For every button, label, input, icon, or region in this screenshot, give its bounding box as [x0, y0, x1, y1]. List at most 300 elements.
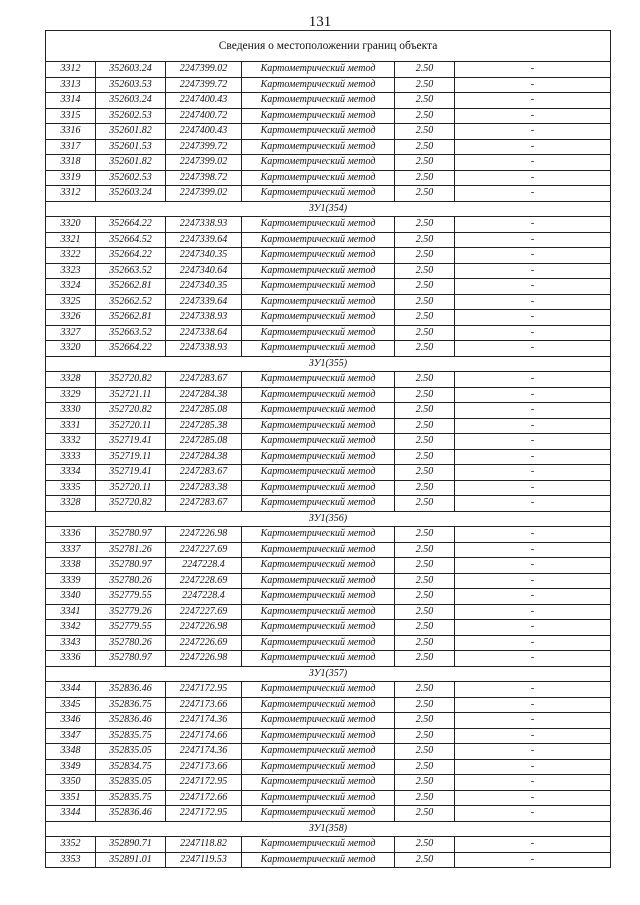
point-number-cell: 3338 [46, 558, 96, 574]
y-coordinate-cell: 2247226.69 [166, 635, 242, 651]
y-coordinate-cell: 2247340.35 [166, 279, 242, 295]
x-coordinate-cell: 352719.41 [96, 465, 166, 481]
description-cell: - [455, 310, 611, 326]
table-title: Сведения о местоположении границ объекта [46, 31, 611, 62]
x-coordinate-cell: 352664.22 [96, 217, 166, 233]
description-cell: - [455, 294, 611, 310]
accuracy-cell: 2.50 [395, 635, 455, 651]
accuracy-cell: 2.50 [395, 310, 455, 326]
x-coordinate-cell: 352835.05 [96, 744, 166, 760]
x-coordinate-cell: 352836.75 [96, 697, 166, 713]
point-number-cell: 3335 [46, 480, 96, 496]
point-number-cell: 3328 [46, 496, 96, 512]
description-cell: - [455, 387, 611, 403]
method-cell: Картометрический метод [242, 620, 395, 636]
point-number-cell: 3336 [46, 651, 96, 667]
point-number-cell: 3313 [46, 77, 96, 93]
table-row [46, 620, 611, 636]
point-number-cell: 3319 [46, 170, 96, 186]
method-cell: Картометрический метод [242, 232, 395, 248]
point-number-cell: 3321 [46, 232, 96, 248]
method-cell: Картометрический метод [242, 573, 395, 589]
x-coordinate-cell: 352835.75 [96, 790, 166, 806]
table-row [46, 77, 611, 93]
y-coordinate-cell: 2247228.4 [166, 589, 242, 605]
page-number: 131 [308, 14, 332, 30]
point-number-cell: 3322 [46, 248, 96, 264]
y-coordinate-cell: 2247172.95 [166, 775, 242, 791]
method-cell: Картометрический метод [242, 62, 395, 78]
y-coordinate-cell: 2247338.93 [166, 217, 242, 233]
table-row [46, 294, 611, 310]
y-coordinate-cell: 2247174.36 [166, 744, 242, 760]
method-cell: Картометрический метод [242, 248, 395, 264]
x-coordinate-cell: 352602.53 [96, 170, 166, 186]
x-coordinate-cell: 352891.01 [96, 852, 166, 868]
method-cell: Картометрический метод [242, 387, 395, 403]
accuracy-cell: 2.50 [395, 248, 455, 264]
point-number-cell: 3351 [46, 790, 96, 806]
y-coordinate-cell: 2247284.38 [166, 449, 242, 465]
table-row [46, 108, 611, 124]
description-cell: - [455, 496, 611, 512]
description-cell: - [455, 93, 611, 109]
point-number-cell: 3334 [46, 465, 96, 481]
description-cell: - [455, 682, 611, 698]
description-cell: - [455, 372, 611, 388]
table-row [46, 310, 611, 326]
table-row [46, 465, 611, 481]
method-cell: Картометрический метод [242, 155, 395, 171]
point-number-cell: 3341 [46, 604, 96, 620]
description-cell: - [455, 77, 611, 93]
accuracy-cell: 2.50 [395, 744, 455, 760]
description-cell: - [455, 620, 611, 636]
accuracy-cell: 2.50 [395, 837, 455, 853]
description-cell: - [455, 837, 611, 853]
y-coordinate-cell: 2247173.66 [166, 697, 242, 713]
point-number-cell: 3352 [46, 837, 96, 853]
method-cell: Картометрический метод [242, 775, 395, 791]
y-coordinate-cell: 2247398.72 [166, 170, 242, 186]
method-cell: Картометрический метод [242, 372, 395, 388]
description-cell: - [455, 806, 611, 822]
accuracy-cell: 2.50 [395, 527, 455, 543]
x-coordinate-cell: 352603.24 [96, 62, 166, 78]
method-cell: Картометрический метод [242, 728, 395, 744]
description-cell: - [455, 232, 611, 248]
table-row [46, 248, 611, 264]
point-number-cell: 3312 [46, 62, 96, 78]
y-coordinate-cell: 2247340.64 [166, 263, 242, 279]
accuracy-cell: 2.50 [395, 93, 455, 109]
x-coordinate-cell: 352603.24 [96, 93, 166, 109]
description-cell: - [455, 62, 611, 78]
table-row [46, 232, 611, 248]
point-number-cell: 3353 [46, 852, 96, 868]
accuracy-cell: 2.50 [395, 759, 455, 775]
point-number-cell: 3330 [46, 403, 96, 419]
point-number-cell: 3350 [46, 775, 96, 791]
description-cell: - [455, 480, 611, 496]
x-coordinate-cell: 352890.71 [96, 837, 166, 853]
accuracy-cell: 2.50 [395, 232, 455, 248]
method-cell: Картометрический метод [242, 682, 395, 698]
description-cell: - [455, 263, 611, 279]
y-coordinate-cell: 2247285.38 [166, 418, 242, 434]
description-cell: - [455, 697, 611, 713]
point-number-cell: 3347 [46, 728, 96, 744]
accuracy-cell: 2.50 [395, 790, 455, 806]
y-coordinate-cell: 2247172.66 [166, 790, 242, 806]
accuracy-cell: 2.50 [395, 806, 455, 822]
accuracy-cell: 2.50 [395, 372, 455, 388]
point-number-cell: 3344 [46, 682, 96, 698]
table-row [46, 341, 611, 357]
x-coordinate-cell: 352601.82 [96, 155, 166, 171]
method-cell: Картометрический метод [242, 93, 395, 109]
point-number-cell: 3320 [46, 217, 96, 233]
table-row [46, 558, 611, 574]
accuracy-cell: 2.50 [395, 620, 455, 636]
point-number-cell: 3315 [46, 108, 96, 124]
x-coordinate-cell: 352780.97 [96, 651, 166, 667]
accuracy-cell: 2.50 [395, 713, 455, 729]
accuracy-cell: 2.50 [395, 589, 455, 605]
x-coordinate-cell: 352780.97 [96, 527, 166, 543]
point-number-cell: 3327 [46, 325, 96, 341]
x-coordinate-cell: 352835.75 [96, 728, 166, 744]
accuracy-cell: 2.50 [395, 387, 455, 403]
x-coordinate-cell: 352664.22 [96, 341, 166, 357]
table-row [46, 697, 611, 713]
point-number-cell: 3333 [46, 449, 96, 465]
table-row [46, 372, 611, 388]
point-number-cell: 3343 [46, 635, 96, 651]
accuracy-cell: 2.50 [395, 480, 455, 496]
x-coordinate-cell: 352721.11 [96, 387, 166, 403]
method-cell: Картометрический метод [242, 124, 395, 140]
accuracy-cell: 2.50 [395, 170, 455, 186]
x-coordinate-cell: 352719.41 [96, 434, 166, 450]
point-number-cell: 3328 [46, 372, 96, 388]
point-number-cell: 3325 [46, 294, 96, 310]
accuracy-cell: 2.50 [395, 108, 455, 124]
table-row [46, 744, 611, 760]
description-cell: - [455, 775, 611, 791]
point-number-cell: 3318 [46, 155, 96, 171]
point-number-cell: 3348 [46, 744, 96, 760]
x-coordinate-cell: 352662.52 [96, 294, 166, 310]
table-row [46, 775, 611, 791]
point-number-cell: 3345 [46, 697, 96, 713]
method-cell: Картометрический метод [242, 837, 395, 853]
accuracy-cell: 2.50 [395, 279, 455, 295]
accuracy-cell: 2.50 [395, 155, 455, 171]
accuracy-cell: 2.50 [395, 604, 455, 620]
x-coordinate-cell: 352662.81 [96, 279, 166, 295]
method-cell: Картометрический метод [242, 527, 395, 543]
boundary-coordinates-table [45, 30, 611, 868]
x-coordinate-cell: 352663.52 [96, 325, 166, 341]
x-coordinate-cell: 352720.82 [96, 403, 166, 419]
table-row [46, 387, 611, 403]
description-cell: - [455, 449, 611, 465]
x-coordinate-cell: 352780.97 [96, 558, 166, 574]
x-coordinate-cell: 352603.24 [96, 186, 166, 202]
method-cell: Картометрический метод [242, 77, 395, 93]
table-row [46, 542, 611, 558]
point-number-cell: 3344 [46, 806, 96, 822]
table-row [46, 573, 611, 589]
method-cell: Картометрический метод [242, 542, 395, 558]
method-cell: Картометрический метод [242, 403, 395, 419]
y-coordinate-cell: 2247339.64 [166, 294, 242, 310]
description-cell: - [455, 170, 611, 186]
method-cell: Картометрический метод [242, 744, 395, 760]
y-coordinate-cell: 2247285.08 [166, 403, 242, 419]
y-coordinate-cell: 2247285.08 [166, 434, 242, 450]
point-number-cell: 3326 [46, 310, 96, 326]
method-cell: Картометрический метод [242, 558, 395, 574]
x-coordinate-cell: 352662.81 [96, 310, 166, 326]
description-cell: - [455, 589, 611, 605]
method-cell: Картометрический метод [242, 418, 395, 434]
table-row [46, 682, 611, 698]
table-row [46, 263, 611, 279]
method-cell: Картометрический метод [242, 697, 395, 713]
point-number-cell: 3320 [46, 341, 96, 357]
group-label: ЗУ1(356) [46, 511, 611, 527]
x-coordinate-cell: 352835.05 [96, 775, 166, 791]
table-row [46, 449, 611, 465]
table-row [46, 589, 611, 605]
accuracy-cell: 2.50 [395, 496, 455, 512]
y-coordinate-cell: 2247172.95 [166, 806, 242, 822]
x-coordinate-cell: 352664.22 [96, 248, 166, 264]
y-coordinate-cell: 2247399.72 [166, 77, 242, 93]
table-row [46, 434, 611, 450]
accuracy-cell: 2.50 [395, 682, 455, 698]
method-cell: Картометрический метод [242, 217, 395, 233]
x-coordinate-cell: 352719.11 [96, 449, 166, 465]
point-number-cell: 3329 [46, 387, 96, 403]
method-cell: Картометрический метод [242, 790, 395, 806]
description-cell: - [455, 139, 611, 155]
description-cell: - [455, 790, 611, 806]
y-coordinate-cell: 2247338.64 [166, 325, 242, 341]
method-cell: Картометрический метод [242, 806, 395, 822]
description-cell: - [455, 186, 611, 202]
description-cell: - [455, 418, 611, 434]
x-coordinate-cell: 352663.52 [96, 263, 166, 279]
point-number-cell: 3337 [46, 542, 96, 558]
description-cell: - [455, 759, 611, 775]
method-cell: Картометрический метод [242, 294, 395, 310]
y-coordinate-cell: 2247227.69 [166, 604, 242, 620]
accuracy-cell: 2.50 [395, 403, 455, 419]
y-coordinate-cell: 2247338.93 [166, 341, 242, 357]
group-header-row [46, 511, 611, 527]
description-cell: - [455, 573, 611, 589]
method-cell: Картометрический метод [242, 713, 395, 729]
point-number-cell: 3336 [46, 527, 96, 543]
description-cell: - [455, 604, 611, 620]
y-coordinate-cell: 2247174.36 [166, 713, 242, 729]
x-coordinate-cell: 352780.26 [96, 573, 166, 589]
description-cell: - [455, 744, 611, 760]
table-body [46, 31, 611, 868]
description-cell: - [455, 279, 611, 295]
method-cell: Картометрический метод [242, 139, 395, 155]
accuracy-cell: 2.50 [395, 62, 455, 78]
y-coordinate-cell: 2247340.35 [166, 248, 242, 264]
y-coordinate-cell: 2247399.72 [166, 139, 242, 155]
description-cell: - [455, 341, 611, 357]
method-cell: Картометрический метод [242, 604, 395, 620]
description-cell: - [455, 124, 611, 140]
point-number-cell: 3331 [46, 418, 96, 434]
description-cell: - [455, 527, 611, 543]
method-cell: Картометрический метод [242, 279, 395, 295]
group-header-row [46, 821, 611, 837]
method-cell: Картометрический метод [242, 434, 395, 450]
table-row [46, 527, 611, 543]
x-coordinate-cell: 352603.53 [96, 77, 166, 93]
y-coordinate-cell: 2247283.38 [166, 480, 242, 496]
table-row [46, 713, 611, 729]
point-number-cell: 3342 [46, 620, 96, 636]
y-coordinate-cell: 2247174.66 [166, 728, 242, 744]
y-coordinate-cell: 2247338.93 [166, 310, 242, 326]
description-cell: - [455, 651, 611, 667]
description-cell: - [455, 434, 611, 450]
x-coordinate-cell: 352780.26 [96, 635, 166, 651]
table-row [46, 418, 611, 434]
y-coordinate-cell: 2247283.67 [166, 496, 242, 512]
point-number-cell: 3340 [46, 589, 96, 605]
description-cell: - [455, 728, 611, 744]
x-coordinate-cell: 352720.82 [96, 372, 166, 388]
description-cell: - [455, 108, 611, 124]
method-cell: Картометрический метод [242, 480, 395, 496]
point-number-cell: 3312 [46, 186, 96, 202]
group-label: ЗУ1(357) [46, 666, 611, 682]
group-label: ЗУ1(354) [46, 201, 611, 217]
accuracy-cell: 2.50 [395, 186, 455, 202]
description-cell: - [455, 465, 611, 481]
accuracy-cell: 2.50 [395, 294, 455, 310]
accuracy-cell: 2.50 [395, 418, 455, 434]
method-cell: Картометрический метод [242, 449, 395, 465]
y-coordinate-cell: 2247284.38 [166, 387, 242, 403]
table-row [46, 837, 611, 853]
table-row [46, 170, 611, 186]
table-row [46, 403, 611, 419]
method-cell: Картометрический метод [242, 759, 395, 775]
accuracy-cell: 2.50 [395, 573, 455, 589]
method-cell: Картометрический метод [242, 310, 395, 326]
accuracy-cell: 2.50 [395, 217, 455, 233]
method-cell: Картометрический метод [242, 186, 395, 202]
accuracy-cell: 2.50 [395, 542, 455, 558]
method-cell: Картометрический метод [242, 170, 395, 186]
table-row [46, 604, 611, 620]
table-title-row [46, 31, 611, 62]
accuracy-cell: 2.50 [395, 558, 455, 574]
method-cell: Картометрический метод [242, 465, 395, 481]
description-cell: - [455, 852, 611, 868]
method-cell: Картометрический метод [242, 496, 395, 512]
method-cell: Картометрический метод [242, 108, 395, 124]
x-coordinate-cell: 352834.75 [96, 759, 166, 775]
x-coordinate-cell: 352779.55 [96, 589, 166, 605]
x-coordinate-cell: 352601.82 [96, 124, 166, 140]
accuracy-cell: 2.50 [395, 651, 455, 667]
method-cell: Картометрический метод [242, 589, 395, 605]
y-coordinate-cell: 2247226.98 [166, 651, 242, 667]
y-coordinate-cell: 2247399.02 [166, 155, 242, 171]
y-coordinate-cell: 2247399.02 [166, 62, 242, 78]
accuracy-cell: 2.50 [395, 465, 455, 481]
table-row [46, 480, 611, 496]
group-header-row [46, 666, 611, 682]
accuracy-cell: 2.50 [395, 697, 455, 713]
x-coordinate-cell: 352602.53 [96, 108, 166, 124]
accuracy-cell: 2.50 [395, 77, 455, 93]
table-row [46, 759, 611, 775]
accuracy-cell: 2.50 [395, 263, 455, 279]
table-row [46, 124, 611, 140]
table-row [46, 279, 611, 295]
group-label: ЗУ1(358) [46, 821, 611, 837]
table-row [46, 651, 611, 667]
description-cell: - [455, 325, 611, 341]
y-coordinate-cell: 2247283.67 [166, 465, 242, 481]
x-coordinate-cell: 352836.46 [96, 682, 166, 698]
description-cell: - [455, 403, 611, 419]
point-number-cell: 3339 [46, 573, 96, 589]
method-cell: Картометрический метод [242, 651, 395, 667]
description-cell: - [455, 542, 611, 558]
table-row [46, 325, 611, 341]
x-coordinate-cell: 352720.11 [96, 418, 166, 434]
point-number-cell: 3324 [46, 279, 96, 295]
y-coordinate-cell: 2247283.67 [166, 372, 242, 388]
point-number-cell: 3349 [46, 759, 96, 775]
table-row [46, 62, 611, 78]
description-cell: - [455, 155, 611, 171]
x-coordinate-cell: 352836.46 [96, 806, 166, 822]
y-coordinate-cell: 2247228.4 [166, 558, 242, 574]
table-row [46, 93, 611, 109]
x-coordinate-cell: 352720.82 [96, 496, 166, 512]
y-coordinate-cell: 2247399.02 [166, 186, 242, 202]
table-row [46, 139, 611, 155]
accuracy-cell: 2.50 [395, 341, 455, 357]
accuracy-cell: 2.50 [395, 728, 455, 744]
point-number-cell: 3317 [46, 139, 96, 155]
table-row [46, 852, 611, 868]
y-coordinate-cell: 2247228.69 [166, 573, 242, 589]
point-number-cell: 3323 [46, 263, 96, 279]
description-cell: - [455, 713, 611, 729]
point-number-cell: 3314 [46, 93, 96, 109]
x-coordinate-cell: 352664.52 [96, 232, 166, 248]
accuracy-cell: 2.50 [395, 434, 455, 450]
description-cell: - [455, 248, 611, 264]
x-coordinate-cell: 352720.11 [96, 480, 166, 496]
